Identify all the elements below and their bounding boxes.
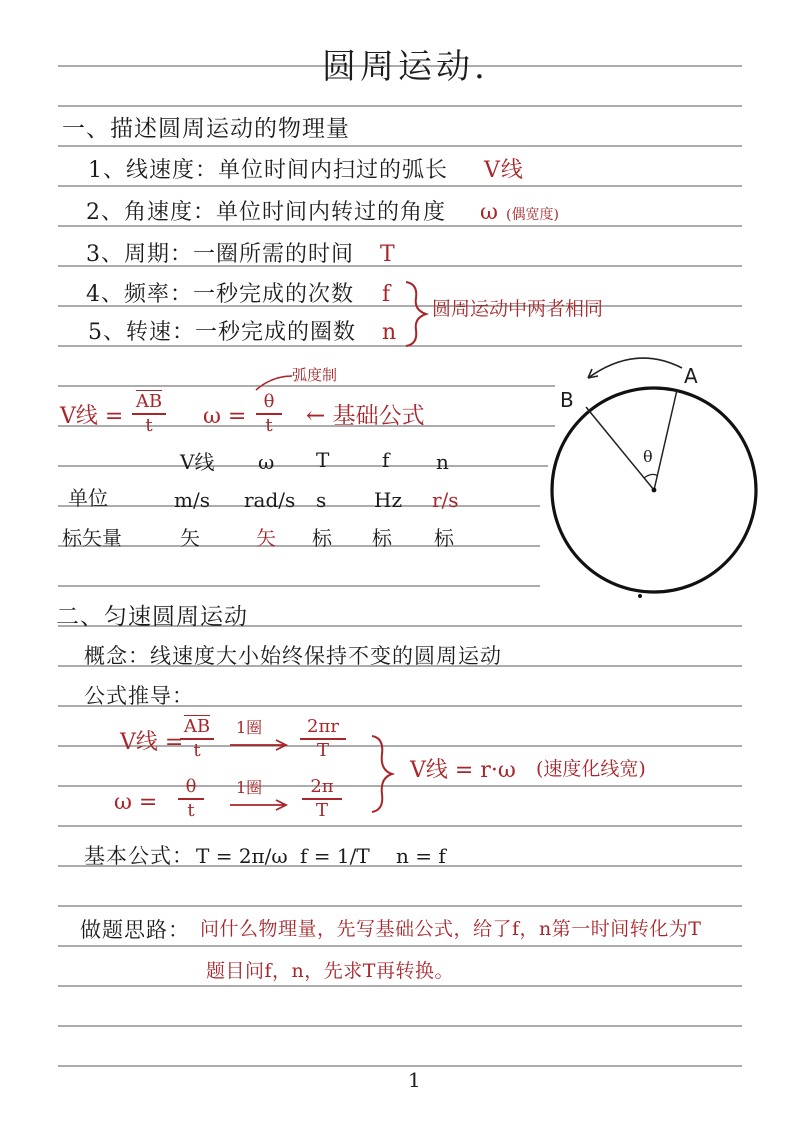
deriv1-step: 1圈 — [236, 718, 263, 737]
table-header-omega: ω — [258, 450, 275, 474]
bracket-note: 圆周运动中两者相同 — [432, 298, 604, 320]
item-period: 3、周期：一圈所需的时间 — [86, 242, 354, 267]
basic-formula-3: n = f — [396, 844, 446, 868]
formula-w-num: θ — [263, 391, 275, 412]
brace-icon — [402, 278, 432, 350]
table-unit-omega: rad/s — [244, 488, 296, 512]
approach-line-2: 题目问f，n，先求T再转换。 — [206, 960, 454, 982]
table-header-v: V线 — [180, 450, 215, 474]
result-formula: V线 = r·ω — [410, 758, 516, 783]
deriv1-result-num: 2πr — [307, 716, 339, 737]
table-unit-n: r/s — [432, 488, 459, 512]
deriv1-num: $\overline{AB}$ — [183, 716, 211, 737]
approach-label: 做题思路： — [80, 918, 190, 942]
symbol-f: f — [382, 282, 392, 307]
formula-v-num: $\overline{AB}$ — [135, 391, 163, 412]
deriv2-result-num: 2π — [310, 776, 334, 797]
diagram-label-b: B — [560, 388, 574, 412]
table-vector-omega: 矢 — [256, 526, 276, 550]
diagram-label-a: A — [684, 364, 698, 388]
basic-formula-label-2: 基本公式： — [84, 844, 194, 868]
basic-formula-2: f = 1/T — [300, 844, 370, 868]
formula-v-lhs: V线 = — [60, 404, 124, 429]
table-unit-f: Hz — [374, 488, 402, 512]
deriv2-den: t — [187, 800, 195, 821]
deriv2-lhs: ω = — [114, 790, 158, 815]
derivation-label: 公式推导： — [84, 684, 194, 708]
deriv2-result-fraction — [302, 778, 342, 820]
table-unit-t: s — [316, 488, 327, 512]
section1-heading: 一、描述圆周运动的物理量 — [62, 116, 350, 142]
radian-note: 弧度制 — [292, 366, 338, 384]
deriv1-fraction — [180, 718, 214, 760]
table-unit-label: 单位 — [68, 486, 108, 510]
page-title: 圆周运动. — [322, 47, 489, 87]
concept-text: 概念：线速度大小始终保持不变的圆周运动 — [84, 644, 502, 668]
table-header-n: n — [436, 450, 449, 474]
deriv2-step: 1圈 — [236, 778, 263, 797]
table-vector-f: 标 — [372, 526, 392, 550]
deriv2-num: θ — [185, 776, 197, 797]
symbol-n: n — [382, 320, 398, 345]
basic-formula-label: ← 基础公式 — [306, 403, 425, 429]
pointer-curve-icon — [252, 372, 296, 392]
deriv2-arrow-icon — [228, 798, 290, 812]
table-vector-label: 标矢量 — [62, 526, 122, 550]
deriv1-arrow-icon — [228, 738, 290, 752]
result-note: (速度化线宽) — [536, 758, 646, 780]
deriv2-fraction — [178, 778, 204, 820]
table-vector-t: 标 — [312, 526, 332, 550]
table-header-t: T — [316, 448, 330, 472]
page-number: 1 — [408, 1068, 421, 1092]
formula-w-fraction — [256, 393, 282, 435]
symbol-t: T — [380, 242, 396, 267]
brace-icon — [368, 732, 398, 816]
omega-note: (偶宽度) — [506, 207, 559, 223]
item-rotation-speed: 5、转速：一秒完成的圈数 — [88, 320, 356, 345]
approach-line-1: 问什么物理量，先写基础公式，给了f，n第一时间转化为T — [200, 918, 702, 940]
deriv1-den: t — [193, 740, 201, 761]
table-vector-n: 标 — [434, 526, 454, 550]
item-linear-velocity: 1、线速度：单位时间内扫过的弧长 — [88, 158, 448, 183]
item-frequency: 4、频率：一秒完成的次数 — [86, 282, 354, 307]
deriv1-result-den: T — [316, 740, 329, 761]
formula-w-lhs: ω = — [203, 404, 247, 429]
diagram-angle-theta: θ — [643, 447, 653, 466]
formula-v-den: t — [145, 415, 153, 436]
symbol-v: V线 — [484, 158, 524, 183]
table-vector-v: 矢 — [180, 526, 200, 550]
deriv1-result-fraction — [300, 718, 346, 760]
basic-formula-1: T = 2π/ω — [196, 844, 288, 868]
formula-v-fraction — [132, 393, 166, 435]
deriv2-result-den: T — [315, 800, 328, 821]
formula-w-den: t — [265, 415, 273, 436]
symbol-omega: ω — [480, 200, 499, 225]
item-angular-velocity: 2、角速度：单位时间内转过的角度 — [86, 200, 446, 225]
section2-heading: 二、匀速圆周运动 — [56, 604, 248, 630]
table-unit-v: m/s — [174, 488, 210, 512]
table-header-f: f — [382, 448, 390, 472]
deriv1-lhs: V线 = — [120, 730, 184, 755]
